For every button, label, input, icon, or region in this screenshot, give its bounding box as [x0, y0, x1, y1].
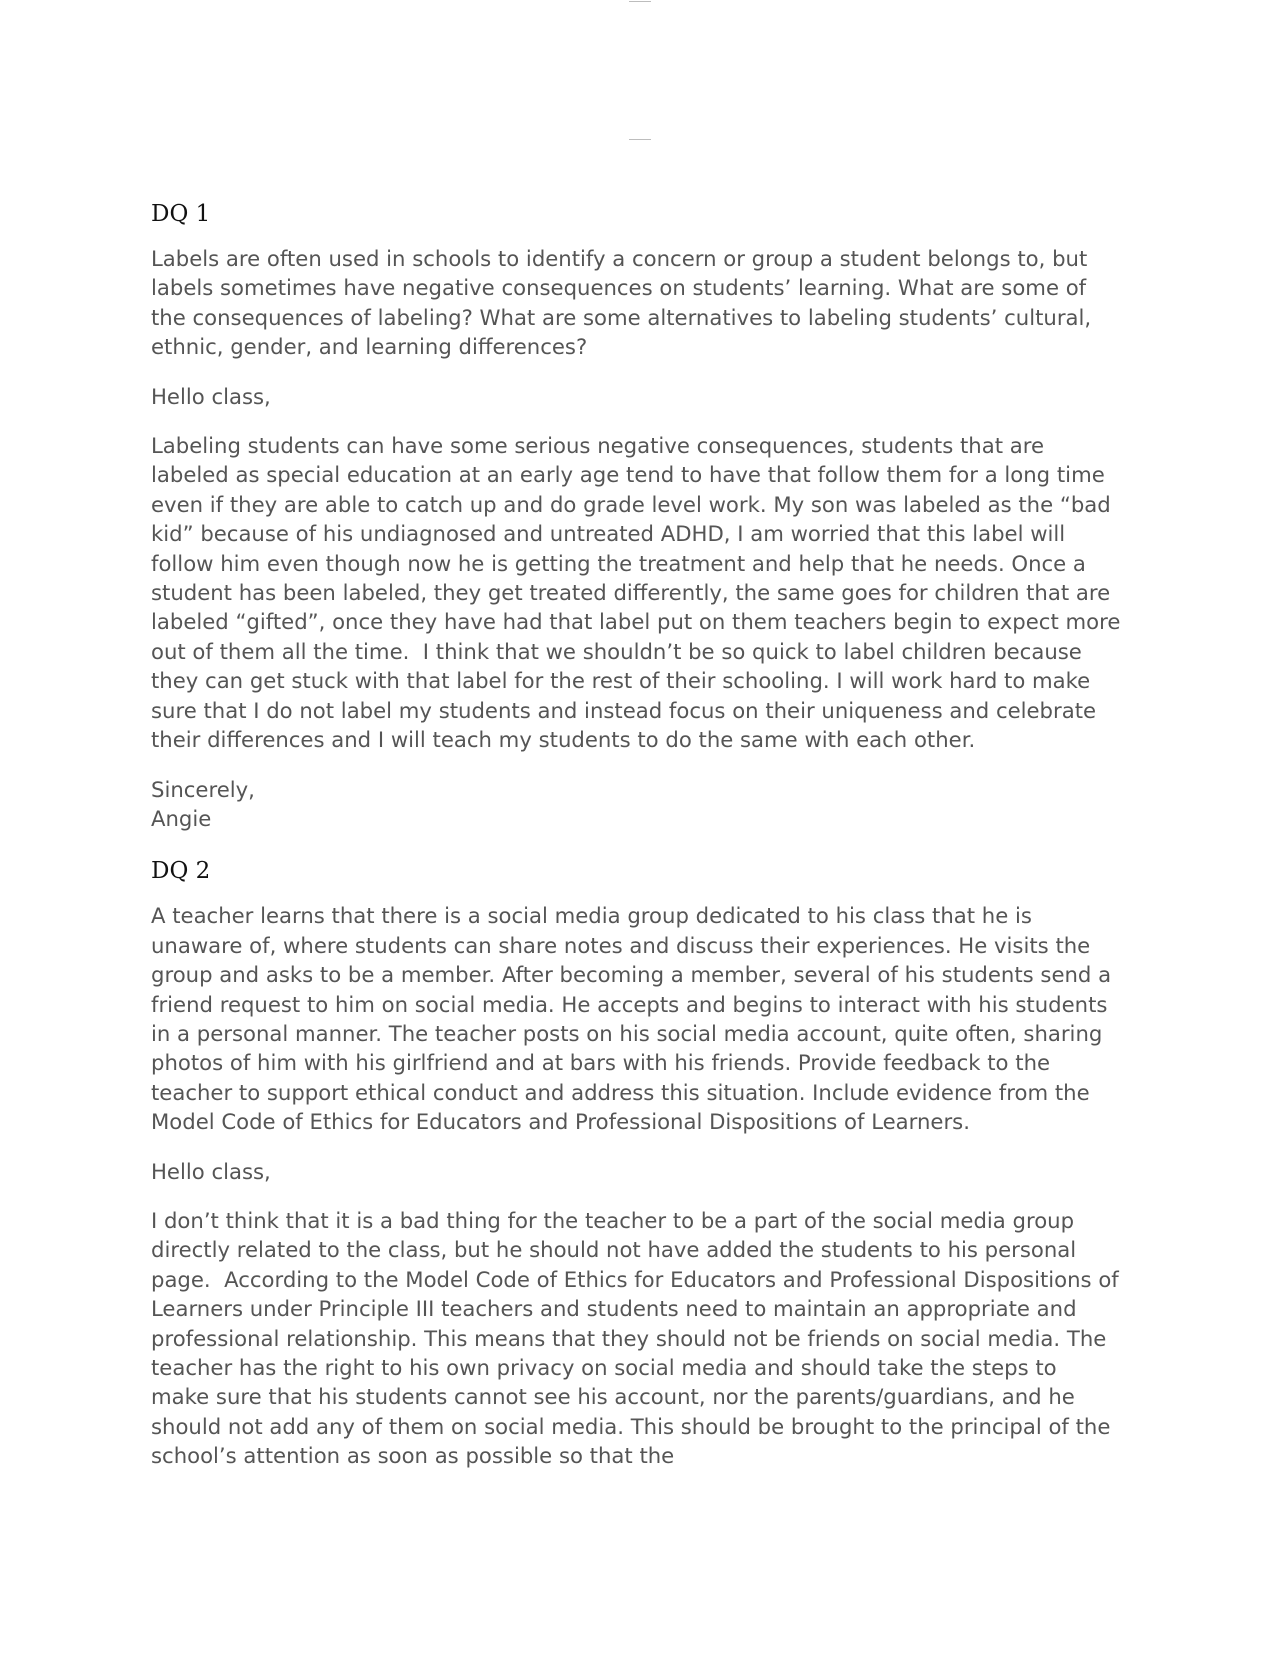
dq2-answer: I don’t think that it is a bad thing for the teacher to be a part of the social media group directly related to the class, but he should not have added the students to his personal page. According to the Model Code of Ethics for Educators and Professional Dispositions of Learners under Principle III teachers and students need to maintain an appropriate and professional relationship. This means that they should not be friends on social media. The teacher has the right to his own privacy on social media and should take the steps to make sure that his students cannot see his account, nor the parents/guardians, and he should not add any of them on social media. This should be brought to the principal of the school’s attention as soon as possible so that the — [151, 1207, 1126, 1469]
dq1-signature: Angie — [151, 805, 212, 831]
dq2-question: A teacher learns that there is a social media group dedicated to his class that he is unaware of, where students can share notes and discuss their experiences. He visits the group and asks to be a member. After becoming a member, several of his students send a friend request to him on social media. He accepts and begins to interact with his students in a personal manner. The teacher posts on his social media account, quite often, sharing photos of him with his girlfriend and at bars with his friends. Provide feedback to the teacher to support ethical conduct and address this situation. Include evidence from the Model Code of Ethics for Educators and Professional Dispositions of Learners. — [151, 903, 1118, 1135]
running-head-mark — [629, 139, 651, 140]
dq1-greeting: Hello class, — [151, 383, 271, 409]
dq2-greeting: Hello class, — [151, 1158, 271, 1184]
header-mark — [629, 1, 651, 2]
dq1-closing: Sincerely, — [151, 776, 255, 802]
dq1-question: Labels are often used in schools to identify a concern or group a student belongs to, but labels sometimes have negative consequences on students’ learning. What are some of the consequences of labeling? What are some alternatives to labeling students’ cultural, ethnic, gender, and learning differences? — [151, 246, 1098, 360]
dq1-signoff — [151, 775, 1121, 834]
document-body — [151, 196, 1128, 1491]
dq2-heading: DQ 2 — [151, 858, 211, 885]
dq1-heading: DQ 1 — [151, 201, 211, 227]
dq1-answer: Labeling students can have some serious negative consequences, students that are labeled as special education at an early age tend to have that follow them for a long time even if they are able to catch up and do grade level work. My son was labeled as the “bad kid” because of his undiagnosed and untreated ADHD, I am worried that this label will follow him even though now he is getting the treatment and help that he needs. Once a student has been labeled, they get treated differently, the same goes for children that are labeled “gifted”, once they have had that label put on them teachers begin to expect more out of them all the time. I think that we shouldn’t be so quick to label children because they can get stuck with that label for the rest of their schooling. I will work hard to make sure that I do not label my students and instead focus on their uniqueness and celebrate their differences and I will teach my students to do the same with each other. — [151, 433, 1128, 753]
